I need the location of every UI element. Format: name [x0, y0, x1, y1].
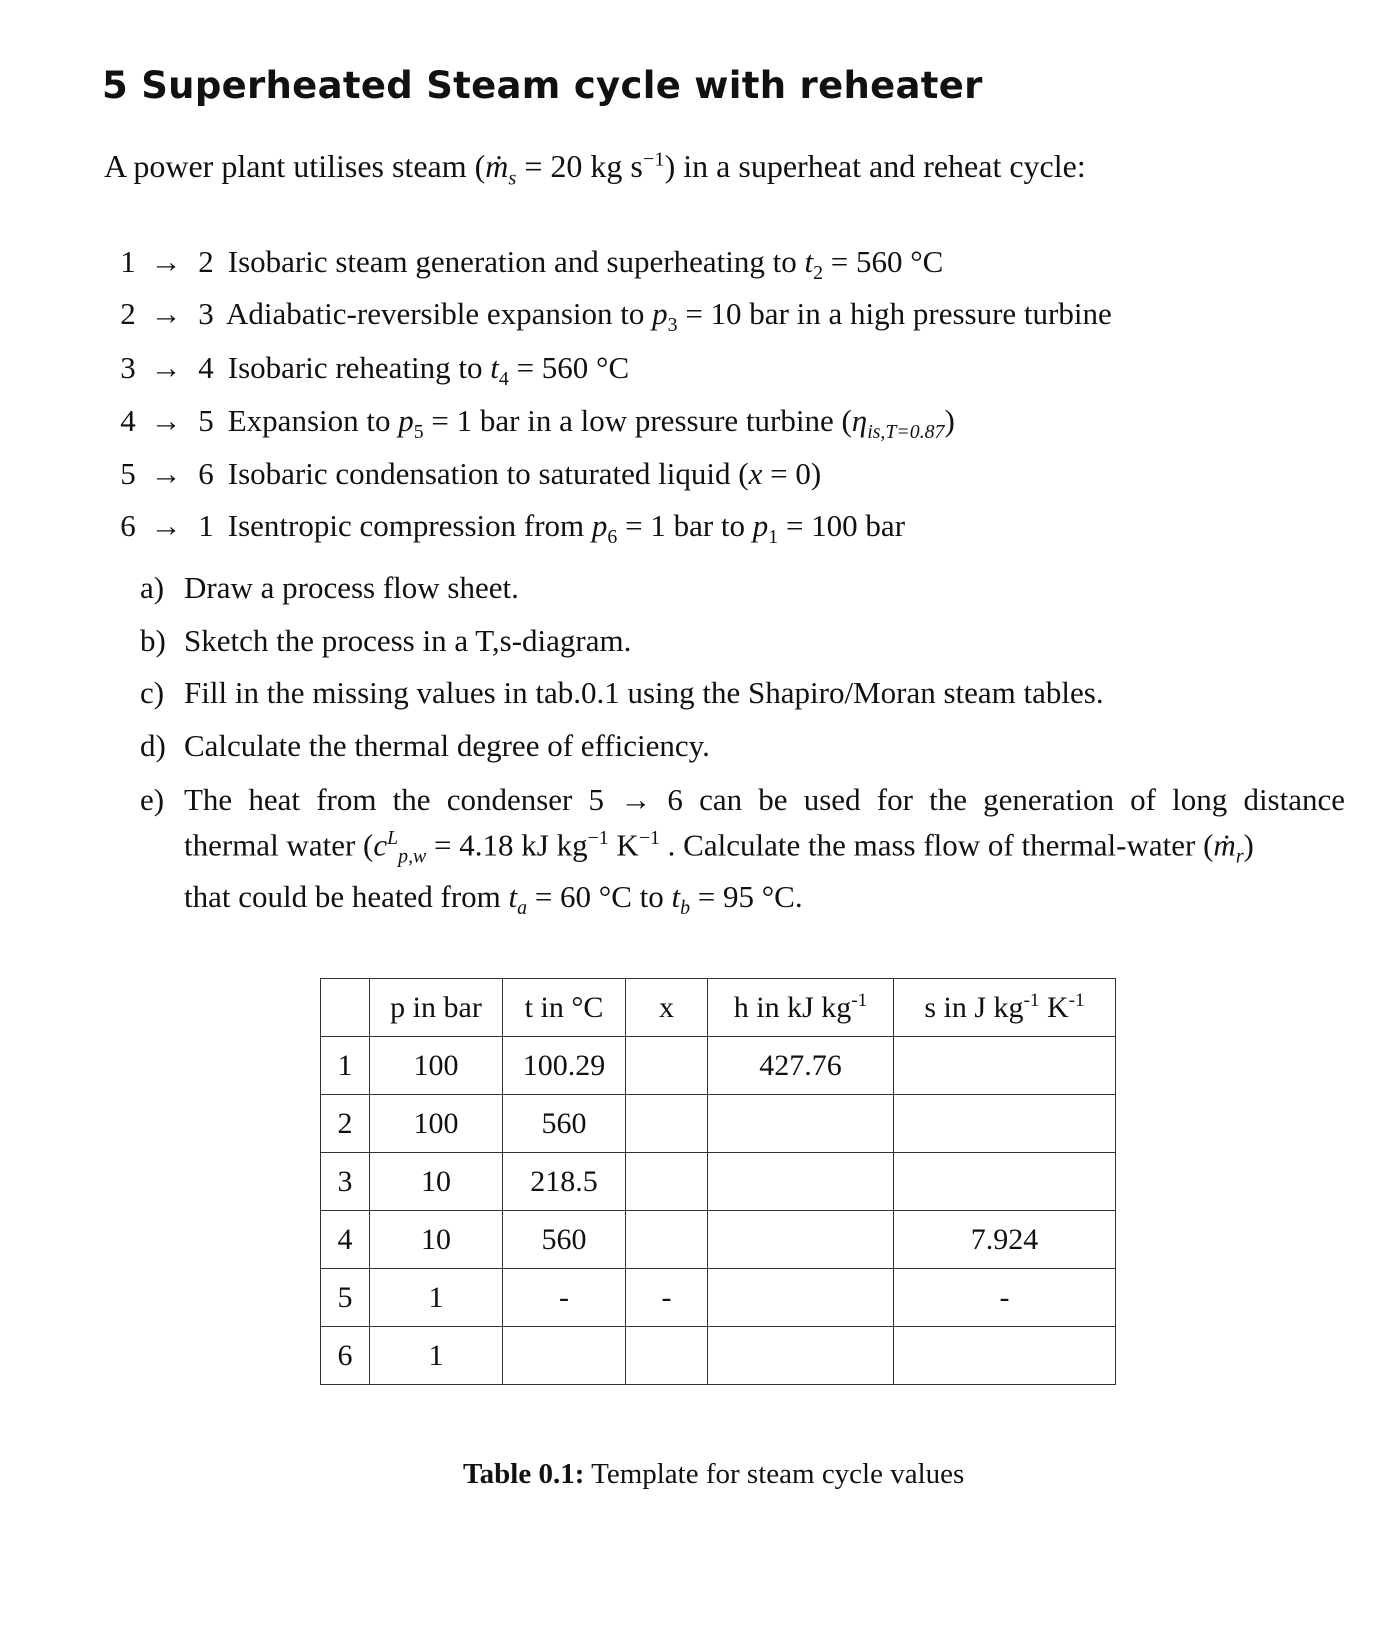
table-cell: 218.5: [503, 1153, 626, 1211]
process-step: 5 → 6 Isobaric condensation to saturated liquid (x = 0): [120, 456, 822, 491]
table-cell: [894, 1037, 1116, 1095]
task-item: a) Draw a process flow sheet.: [140, 570, 519, 605]
header-cell: s in J $kg^{-1}$ $K^{-1}$: [894, 979, 1116, 1037]
table-cell: [894, 1095, 1116, 1153]
table-cell: [894, 1153, 1116, 1211]
table-cell: [708, 1211, 894, 1269]
table-cell: 6: [321, 1327, 370, 1385]
table-cell: [708, 1095, 894, 1153]
task-item: b) Sketch the process in a T,s-diagram.: [140, 623, 632, 658]
table-cell: -: [626, 1269, 708, 1327]
intro-text: A power plant utilises steam (ṁ$_s$ = 20 kg $s^{-1}$) in a superheat and reheat cycle:: [104, 148, 1086, 190]
table-cell: [708, 1327, 894, 1385]
table-cell: [626, 1037, 708, 1095]
table-cell: -: [894, 1269, 1116, 1327]
table-cell: [626, 1327, 708, 1385]
table-row: [321, 1037, 1116, 1095]
task-e-line-2: thermal water ($c^L_{p,w} = 4.18$ kJ $kg^{-1}$ $K^{-1}$ . Calculate the mass flow of thermal-water (ṁ$_r$): [184, 827, 1254, 868]
process-step: 2 → 3 Adiabatic-reversible expansion to $p_3 = 10$ bar in a high pressure turbine: [120, 296, 1112, 337]
table-header-row: [321, 979, 1116, 1037]
table-cell: 4: [321, 1211, 370, 1269]
table-cell: 3: [321, 1153, 370, 1211]
header-cell: h in kJ $kg^{-1}$: [708, 979, 894, 1037]
task-e-line-1: The heat from the condenser 5 → 6 can be used for the generation of long distance: [184, 782, 1346, 817]
header-cell: x: [626, 979, 708, 1037]
table-cell: [626, 1153, 708, 1211]
arrow-icon: →: [150, 456, 182, 491]
task-item: c) Fill in the missing values in tab.0.1 using the Shapiro/Moran steam tables.: [140, 675, 1104, 710]
arrow-icon: →: [150, 403, 182, 438]
table-cell: 10: [370, 1211, 503, 1269]
process-step: 6 → 1 Isentropic compression from $p_6 = 1$ bar to $p_1 = 100$ bar: [120, 508, 906, 549]
header-cell: t in °C: [503, 979, 626, 1037]
table-cell: 1: [321, 1037, 370, 1095]
process-step: 3 → 4 Isobaric reheating to $t_4 = 560$ °C: [120, 350, 630, 391]
table-cell: 100: [370, 1095, 503, 1153]
arrow-icon: →: [150, 296, 182, 331]
arrow-icon: →: [620, 782, 652, 817]
table-cell: [626, 1095, 708, 1153]
arrow-icon: →: [150, 244, 182, 279]
table-cell: 10: [370, 1153, 503, 1211]
table-cell: [626, 1211, 708, 1269]
table-cell: 2: [321, 1095, 370, 1153]
table-cell: [708, 1153, 894, 1211]
task-e-line-3: that could be heated from $t_a = 60$ °C to $t_b = 95$ °C.: [184, 878, 803, 919]
table-cell: 100: [370, 1037, 503, 1095]
header-cell: [321, 979, 370, 1037]
table-cell: [894, 1327, 1116, 1385]
table-cell: 5: [321, 1269, 370, 1327]
table-caption: Table 0.1: Template for steam cycle values: [463, 1458, 965, 1490]
task-item: d) Calculate the thermal degree of efficiency.: [140, 728, 710, 763]
section-heading: 5 Superheated Steam cycle with reheater: [102, 64, 983, 107]
table-cell: 560: [503, 1095, 626, 1153]
process-step: 1 → 2 Isobaric steam generation and superheating to $t_2 = 560$ °C: [120, 244, 944, 285]
table-cell: 100.29: [503, 1037, 626, 1095]
table-row: [321, 1269, 1116, 1327]
steam-values-table: [320, 978, 1116, 1385]
table-row: [321, 1211, 1116, 1269]
table-row: [321, 1327, 1116, 1385]
table-cell: 560: [503, 1211, 626, 1269]
table-row: [321, 1095, 1116, 1153]
arrow-icon: →: [150, 350, 182, 385]
arrow-icon: →: [150, 508, 182, 543]
table-cell: 1: [370, 1269, 503, 1327]
table-cell: 1: [370, 1327, 503, 1385]
table-cell: [708, 1269, 894, 1327]
table-cell: 7.924: [894, 1211, 1116, 1269]
table-row: [321, 1153, 1116, 1211]
table-cell: -: [503, 1269, 626, 1327]
header-cell: p in bar: [370, 979, 503, 1037]
table-cell: [503, 1327, 626, 1385]
process-step: 4 → 5 Expansion to $p_5 = 1$ bar in a low pressure turbine $(\eta_{is,T=0.87})$: [120, 403, 955, 444]
table-cell: 427.76: [708, 1037, 894, 1095]
